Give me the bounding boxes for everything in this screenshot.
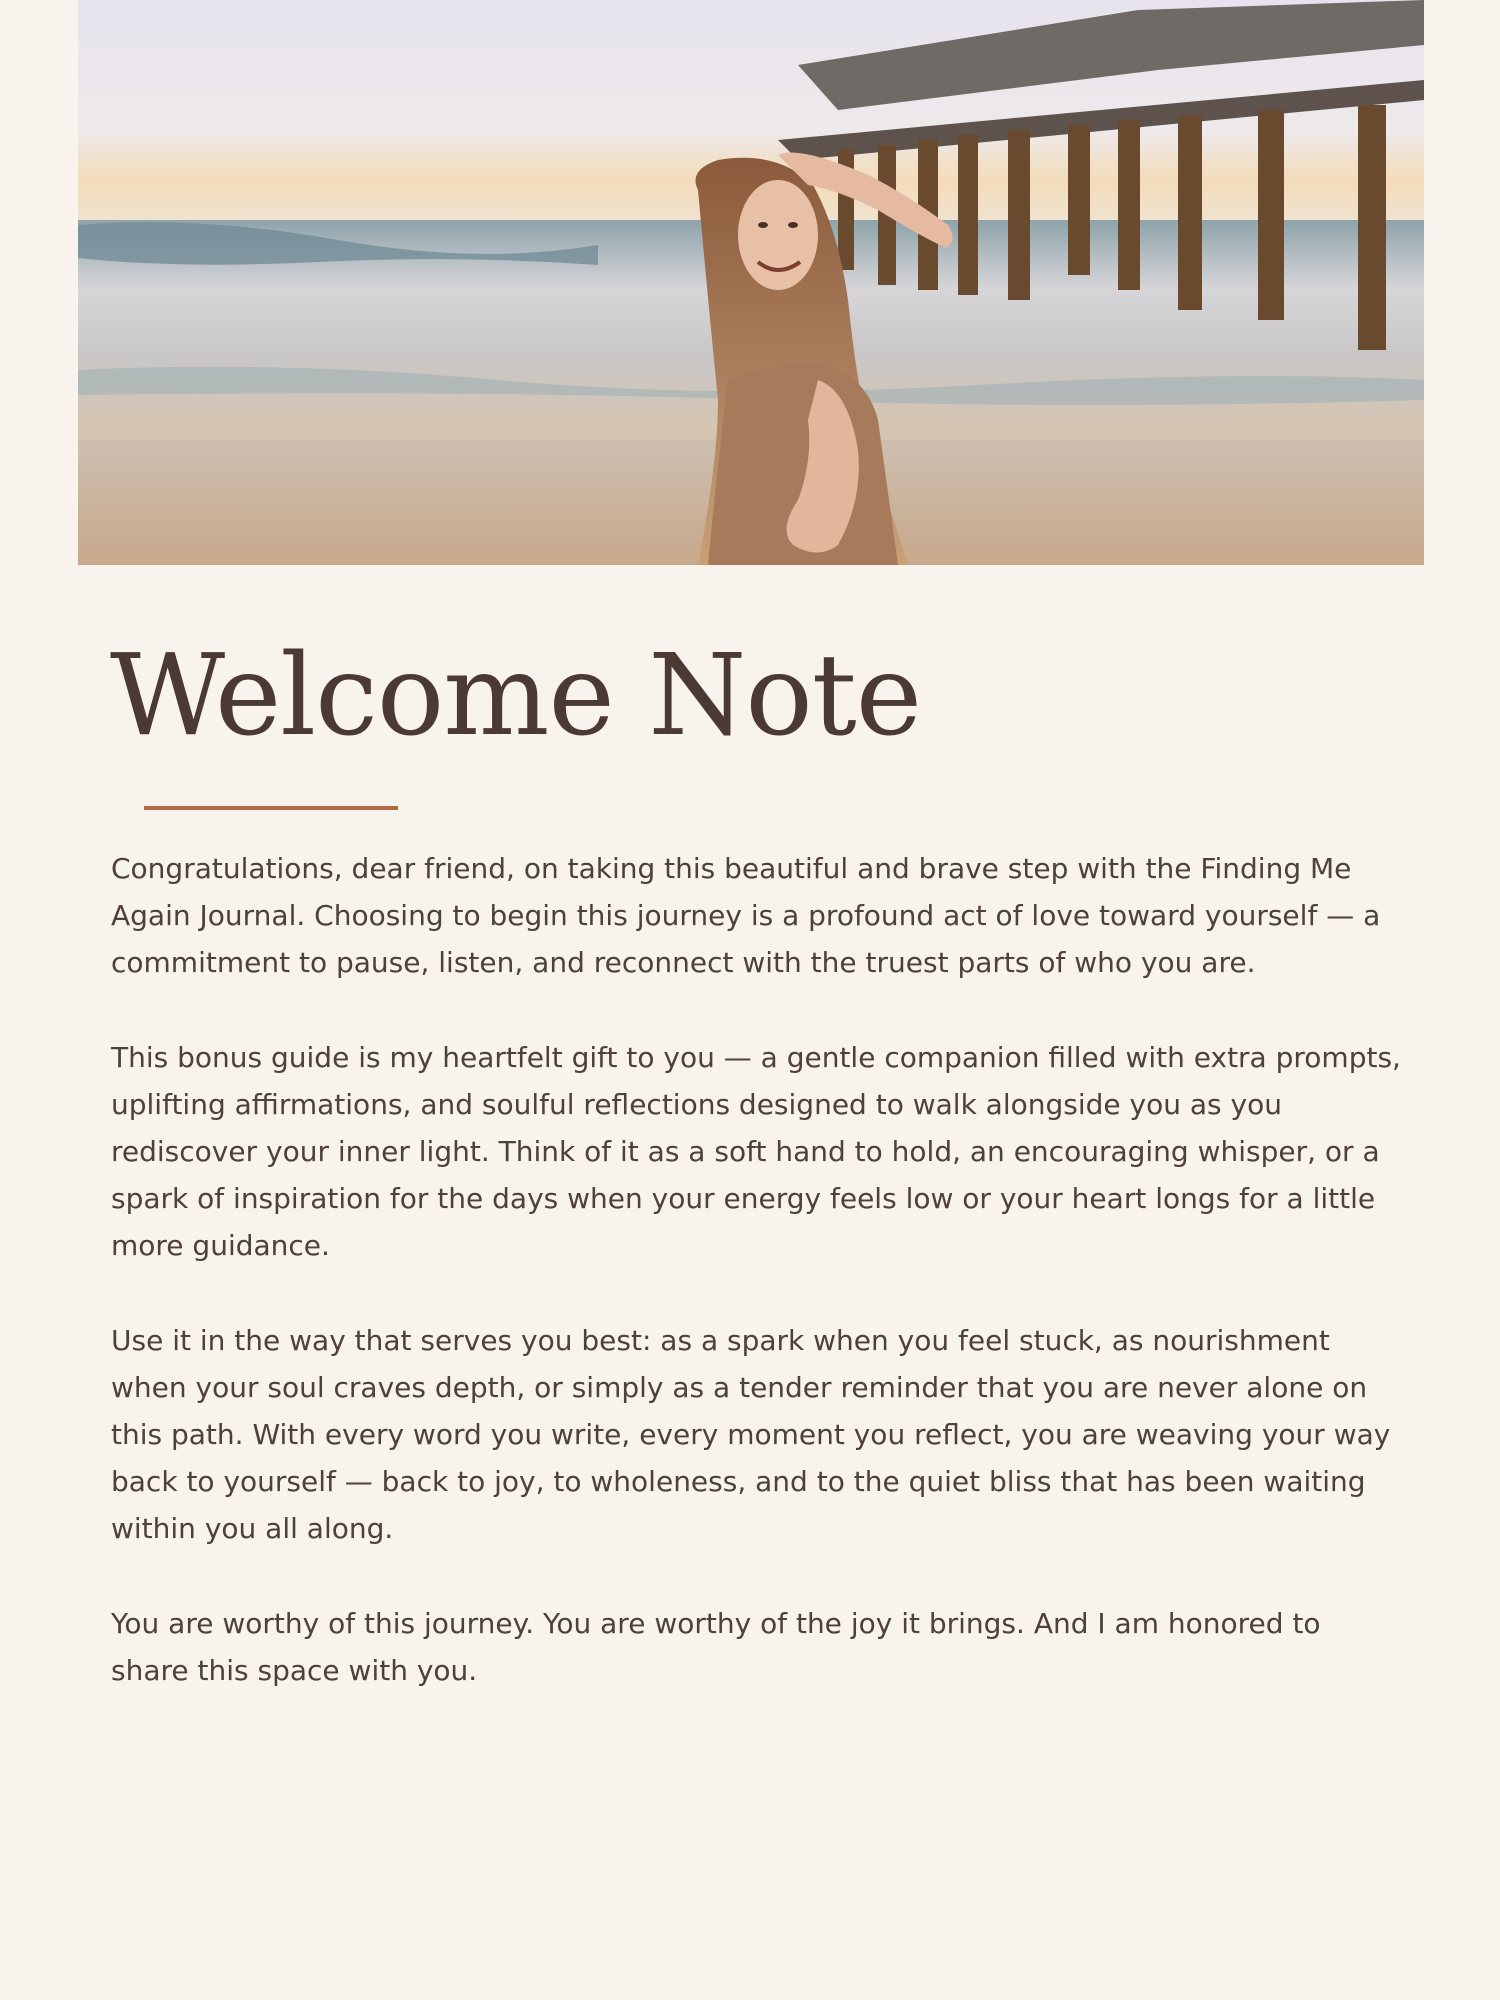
woman-on-beach-photo-icon [78,0,1424,565]
paragraph: Use it in the way that serves you best: as a spark when you feel stuck, as nourishment when your soul craves depth, or simply as a tender reminder that you are never alone on this path. With every word you write, every moment you reflect, you are weaving your way back to yourself — back to joy, to wholeness, and to the quiet bliss that has been waiting within you all along. [111,1324,1391,1545]
title-underline-divider [144,806,398,810]
paragraph: This bonus guide is my heartfelt gift to you — a gentle companion filled with extra prompts, uplifting affirmations, and soulful reflections designed to walk alongside you as you rediscover your inner light. Think of it as a soft hand to hold, an encouraging whisper, or a spark of inspiration for the days when your energy feels low or your heart longs for a little more guidance. [111,1041,1401,1262]
paragraph: You are worthy of this journey. You are worthy of the joy it brings. And I am honored to share this space with you. [111,1607,1321,1687]
welcome-body [111,845,1401,1742]
paragraph: Congratulations, dear friend, on taking this beautiful and brave step with the Finding Me Again Journal. Choosing to begin this journey is a profound act of love toward yourself — a commitment to pause, listen, and reconnect with the truest parts of who you are. [111,852,1381,979]
hero-photo [78,0,1424,565]
page-title: Welcome Note [110,631,922,761]
